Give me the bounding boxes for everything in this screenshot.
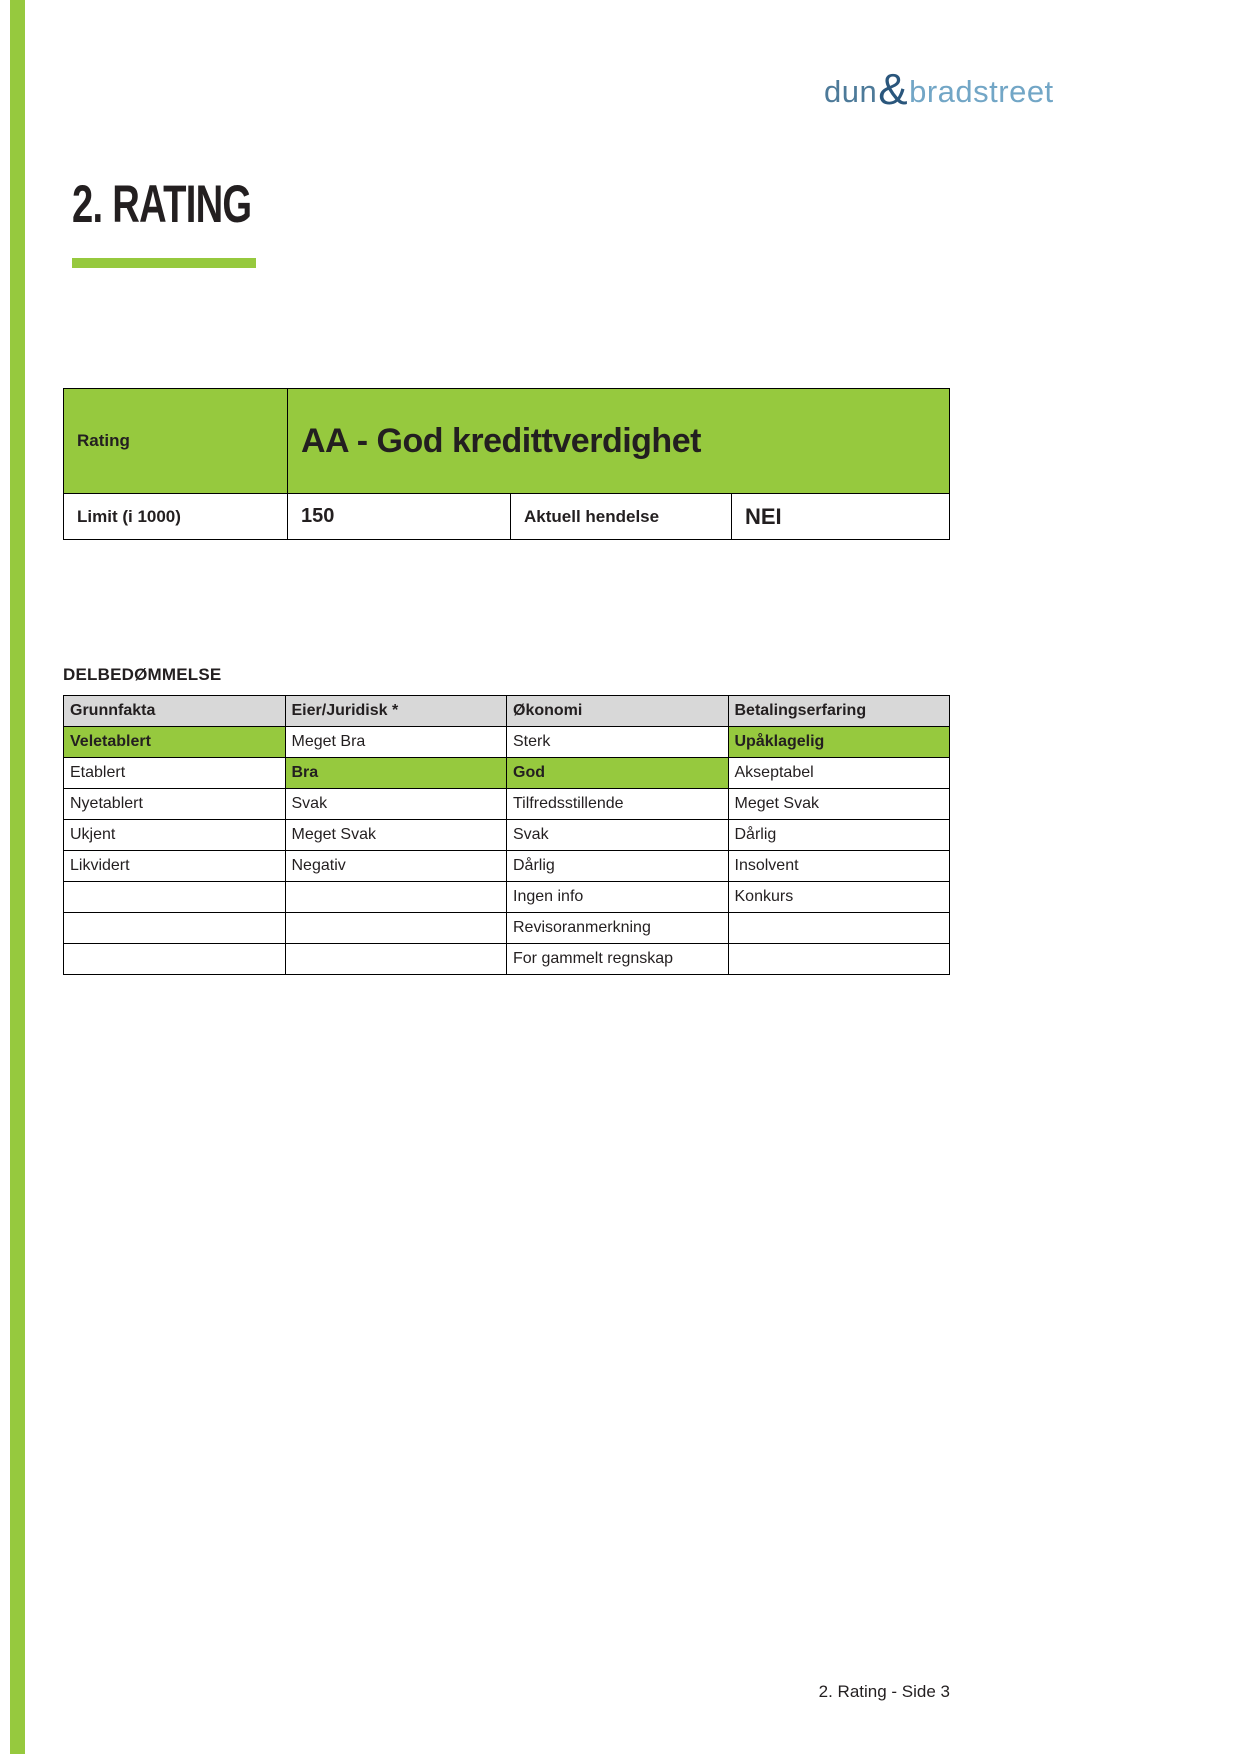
grade-cell	[64, 913, 286, 944]
grade-cell: Sterk	[507, 727, 729, 758]
table-row	[64, 727, 950, 758]
column-header: Betalingserfaring	[728, 696, 950, 727]
grade-cell: Dårlig	[728, 820, 950, 851]
rating-summary-table	[63, 388, 950, 540]
page-title: 2. RATING	[72, 175, 252, 234]
grade-cell: Insolvent	[728, 851, 950, 882]
selected-grade-cell: Bra	[285, 758, 507, 789]
limit-value: 150	[288, 494, 511, 539]
grade-cell	[285, 882, 507, 913]
current-event-label: Aktuell hendelse	[511, 494, 732, 539]
grade-cell: Negativ	[285, 851, 507, 882]
grade-cell: For gammelt regnskap	[507, 944, 729, 975]
table-row	[64, 820, 950, 851]
grade-cell: Revisoranmerkning	[507, 913, 729, 944]
limit-label: Limit (i 1000)	[64, 494, 288, 539]
table-header-row	[64, 696, 950, 727]
grade-cell: Konkurs	[728, 882, 950, 913]
grade-cell	[285, 913, 507, 944]
column-header: Eier/Juridisk *	[285, 696, 507, 727]
grade-cell: Svak	[285, 789, 507, 820]
table-row	[64, 882, 950, 913]
grade-cell: Svak	[507, 820, 729, 851]
grade-cell: Tilfredsstillende	[507, 789, 729, 820]
grade-cell: Ingen info	[507, 882, 729, 913]
rating-label: Rating	[64, 389, 288, 493]
rating-value: AA - God kredittverdighet	[301, 421, 701, 460]
page-footer: 2. Rating - Side 3	[818, 1682, 950, 1701]
table-body	[64, 727, 950, 975]
logo-text-bradstreet: bradstreet	[909, 74, 1054, 109]
selected-grade-cell: God	[507, 758, 729, 789]
table-row	[64, 944, 950, 975]
grade-cell: Ukjent	[64, 820, 286, 851]
grade-cell: Akseptabel	[728, 758, 950, 789]
current-event-value: NEI	[745, 503, 782, 529]
table-row	[64, 789, 950, 820]
grade-cell	[64, 882, 286, 913]
left-accent-bar	[10, 0, 25, 1754]
delbedommelse-table	[63, 695, 950, 975]
grade-cell: Dårlig	[507, 851, 729, 882]
delbedommelse-heading: DELBEDØMMELSE	[63, 665, 222, 684]
table-row	[64, 913, 950, 944]
table-row	[64, 851, 950, 882]
title-underline	[72, 258, 256, 268]
grade-cell	[285, 944, 507, 975]
selected-grade-cell: Upåklagelig	[728, 727, 950, 758]
limit-row	[64, 493, 949, 539]
column-header: Grunnfakta	[64, 696, 286, 727]
grade-cell	[64, 944, 286, 975]
column-header: Økonomi	[507, 696, 729, 727]
grade-cell: Meget Bra	[285, 727, 507, 758]
grade-cell: Meget Svak	[728, 789, 950, 820]
grade-cell: Likvidert	[64, 851, 286, 882]
table-row	[64, 758, 950, 789]
grade-cell	[728, 944, 950, 975]
selected-grade-cell: Veletablert	[64, 727, 286, 758]
grade-cell	[728, 913, 950, 944]
rating-row	[64, 389, 949, 493]
logo-text-dun: dun	[824, 74, 878, 109]
grade-cell: Meget Svak	[285, 820, 507, 851]
grade-cell: Nyetablert	[64, 789, 286, 820]
dun-bradstreet-logo: dun & bradstreet	[824, 65, 1054, 114]
grade-cell: Etablert	[64, 758, 286, 789]
